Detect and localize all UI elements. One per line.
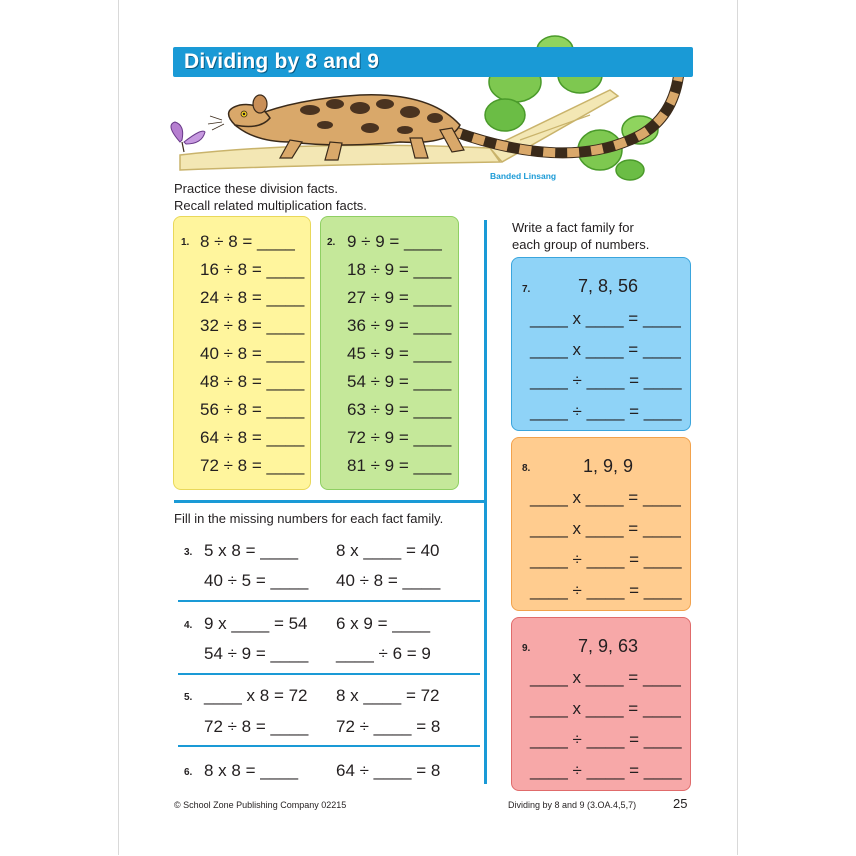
blank-fact-line: ____ x ____ = ____ (530, 340, 681, 359)
fact-family-equation: 64 ÷ ____ = 8 (336, 761, 441, 780)
family-instruction-line2: each group of numbers. (512, 237, 650, 252)
division-fact: 16 ÷ 8 = ____ (200, 260, 305, 279)
illustration-caption: Banded Linsang (490, 171, 557, 181)
division-fact: 9 ÷ 9 = ____ (347, 232, 442, 251)
blank-fact-line: ____ x ____ = ____ (530, 699, 681, 718)
fact-family-equation: 8 x 8 = ____ (204, 761, 299, 780)
problem-number-2: 2. (327, 237, 336, 248)
blank-fact-line: ____ ÷ ____ = ____ (530, 371, 682, 390)
division-fact: 32 ÷ 8 = ____ (200, 316, 305, 335)
division-fact: 64 ÷ 8 = ____ (200, 428, 305, 447)
family-instruction-line1: Write a fact family for (512, 220, 634, 235)
division-fact: 45 ÷ 9 = ____ (347, 344, 452, 363)
problem-divider (178, 745, 480, 747)
number-group: 1, 9, 9 (583, 456, 634, 476)
fact-family-equation: ____ x 8 = 72 (204, 686, 308, 705)
problem-number-7: 7. (522, 284, 531, 295)
section-divider-horizontal (174, 500, 486, 503)
fact-family-equation: 72 ÷ 8 = ____ (204, 717, 309, 736)
blank-fact-line: ____ x ____ = ____ (530, 488, 681, 507)
problem-number-9: 9. (522, 643, 531, 654)
blank-fact-line: ____ x ____ = ____ (530, 519, 681, 538)
blank-fact-line: ____ ÷ ____ = ____ (530, 402, 682, 421)
division-fact: 81 ÷ 9 = ____ (347, 456, 452, 475)
blank-fact-line: ____ ÷ ____ = ____ (530, 730, 682, 749)
division-fact: 56 ÷ 8 = ____ (200, 400, 305, 419)
fill-instruction: Fill in the missing numbers for each fact family. (174, 511, 444, 526)
problem-number-3: 3. (184, 547, 193, 558)
division-fact: 54 ÷ 9 = ____ (347, 372, 452, 391)
blank-fact-line: ____ x ____ = ____ (530, 309, 681, 328)
page-number: 25 (673, 796, 688, 811)
footer-copyright: © School Zone Publishing Company 02215 (174, 800, 347, 810)
fact-family-equation: 5 x 8 = ____ (204, 541, 299, 560)
fact-family-equation: ____ ÷ 6 = 9 (336, 644, 431, 663)
problem-number-6: 6. (184, 767, 193, 778)
number-group: 7, 8, 56 (578, 276, 639, 296)
practice-instruction-line2: Recall related multiplication facts. (174, 198, 367, 213)
fact-family-equation: 40 ÷ 5 = ____ (204, 571, 309, 590)
page-title: Dividing by 8 and 9 (184, 50, 380, 73)
fact-family-equation: 9 x ____ = 54 (204, 614, 308, 633)
division-fact: 27 ÷ 9 = ____ (347, 288, 452, 307)
problem-number-4: 4. (184, 620, 193, 631)
problem-divider (178, 673, 480, 675)
division-fact: 36 ÷ 9 = ____ (347, 316, 452, 335)
problem-number-8: 8. (522, 463, 531, 474)
division-fact: 63 ÷ 9 = ____ (347, 400, 452, 419)
blank-fact-line: ____ ÷ ____ = ____ (530, 581, 682, 600)
number-group: 7, 9, 63 (578, 636, 639, 656)
division-fact: 72 ÷ 9 = ____ (347, 428, 452, 447)
problem-number-1: 1. (181, 237, 190, 248)
blank-fact-line: ____ ÷ ____ = ____ (530, 550, 682, 569)
footer-topic: Dividing by 8 and 9 (3.OA.4,5,7) (508, 800, 637, 810)
problem-divider (178, 600, 480, 602)
fact-family-equation: 8 x ____ = 40 (336, 541, 440, 560)
butterfly-icon (171, 122, 205, 152)
practice-instruction-line1: Practice these division facts. (174, 181, 339, 196)
fact-family-equation: 40 ÷ 8 = ____ (336, 571, 441, 590)
blank-fact-line: ____ x ____ = ____ (530, 668, 681, 687)
division-fact: 18 ÷ 9 = ____ (347, 260, 452, 279)
problem-number-5: 5. (184, 692, 193, 703)
division-fact: 40 ÷ 8 = ____ (200, 344, 305, 363)
division-fact: 8 ÷ 8 = ____ (200, 232, 295, 251)
division-fact: 72 ÷ 8 = ____ (200, 456, 305, 475)
division-fact: 48 ÷ 8 = ____ (200, 372, 305, 391)
fact-family-equation: 72 ÷ ____ = 8 (336, 717, 441, 736)
fact-family-equation: 6 x 9 = ____ (336, 614, 431, 633)
division-fact: 24 ÷ 8 = ____ (200, 288, 305, 307)
fact-family-equation: 54 ÷ 9 = ____ (204, 644, 309, 663)
fact-family-equation: 8 x ____ = 72 (336, 686, 440, 705)
blank-fact-line: ____ ÷ ____ = ____ (530, 761, 682, 780)
